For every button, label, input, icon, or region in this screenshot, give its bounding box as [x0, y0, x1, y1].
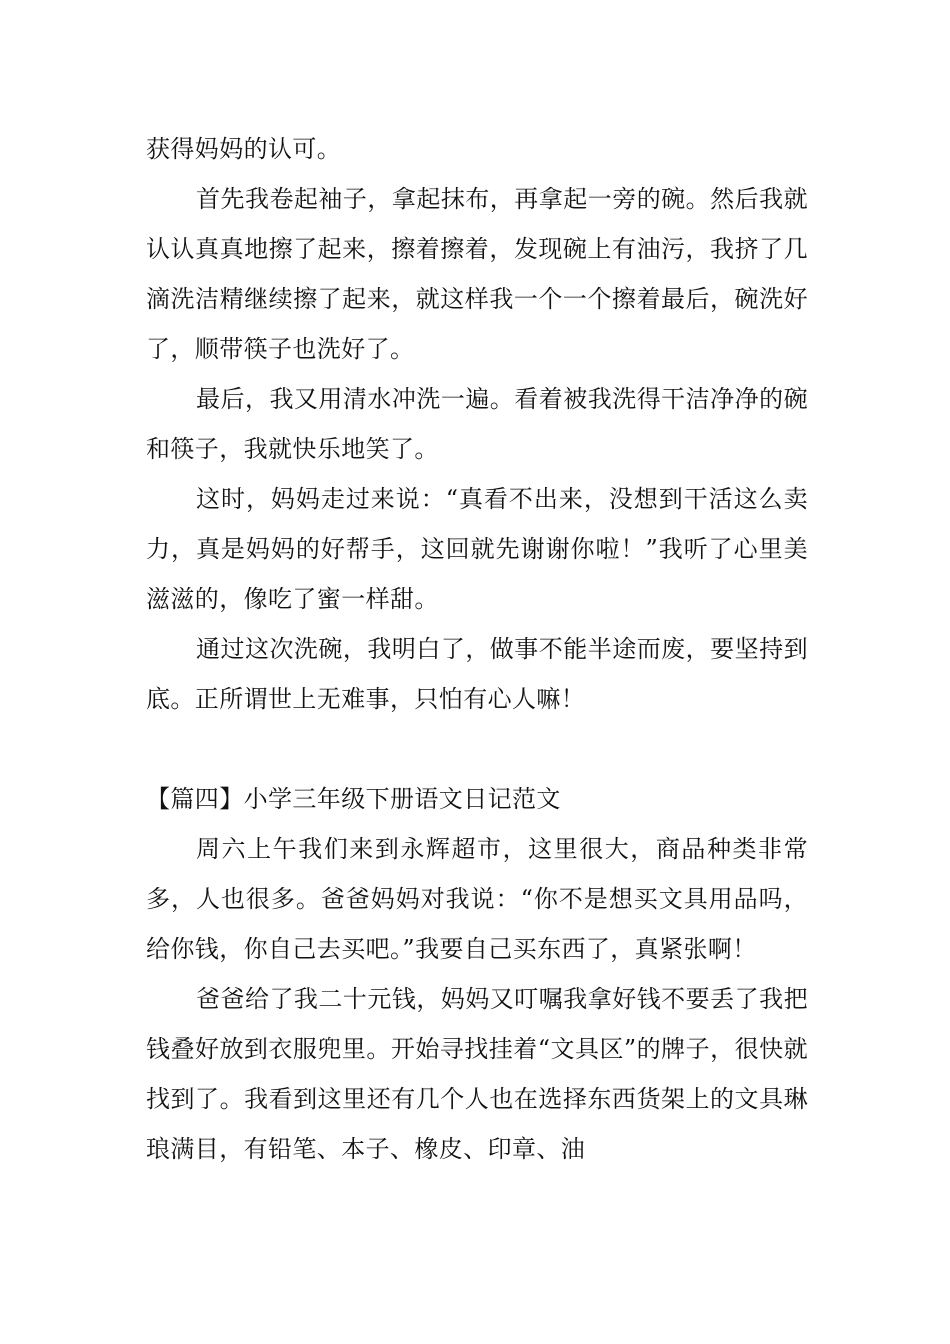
- document-body: [146, 124, 808, 1174]
- paragraph-supermarket: 周六上午我们来到永辉超市，这里很大，商品种类非常多，人也很多。爸爸妈妈对我说：“你不是想买文具用品吗，给你钱，你自己去买吧。”我要自己买东西了，真紧张啊！: [146, 835, 808, 963]
- paragraph-stationery: 爸爸给了我二十元钱，妈妈又叮嘱我拿好钱不要丢了我把钱叠好放到衣服兜里。开始寻找挂着“文具区”的牌子，很快就找到了。我看到这里还有几个人也在选择东西货架上的文具琳琅满目，有铅笔、本子、橡皮、印章、油: [146, 985, 808, 1163]
- paragraph-mom-praise: 这时，妈妈走过来说：“真看不出来，没想到干活这么卖力，真是妈妈的好帮手，这回就先谢谢你啦！”我听了心里美滋滋的，像吃了蜜一样甜。: [146, 485, 808, 613]
- paragraph-rinsing: 最后，我又用清水冲洗一遍。看着被我洗得干洁净净的碗和筷子，我就快乐地笑了。: [146, 385, 808, 463]
- paragraph-lesson: 通过这次洗碗，我明白了，做事不能半途而废，要坚持到底。正所谓世上无难事，只怕有心人嘛！: [146, 635, 808, 713]
- section-heading: 【篇四】小学三年级下册语文日记范文: [146, 785, 561, 813]
- paragraph-continuation: 获得妈妈的认可。: [146, 135, 342, 163]
- paragraph-wiping-bowls: 首先我卷起袖子，拿起抹布，再拿起一旁的碗。然后我就认认真真地擦了起来，擦着擦着，发现碗上有油污，我挤了几滴洗洁精继续擦了起来，就这样我一个一个擦着最后，碗洗好了，顺带筷子也洗好了。: [146, 185, 808, 363]
- section-gap: [146, 724, 808, 774]
